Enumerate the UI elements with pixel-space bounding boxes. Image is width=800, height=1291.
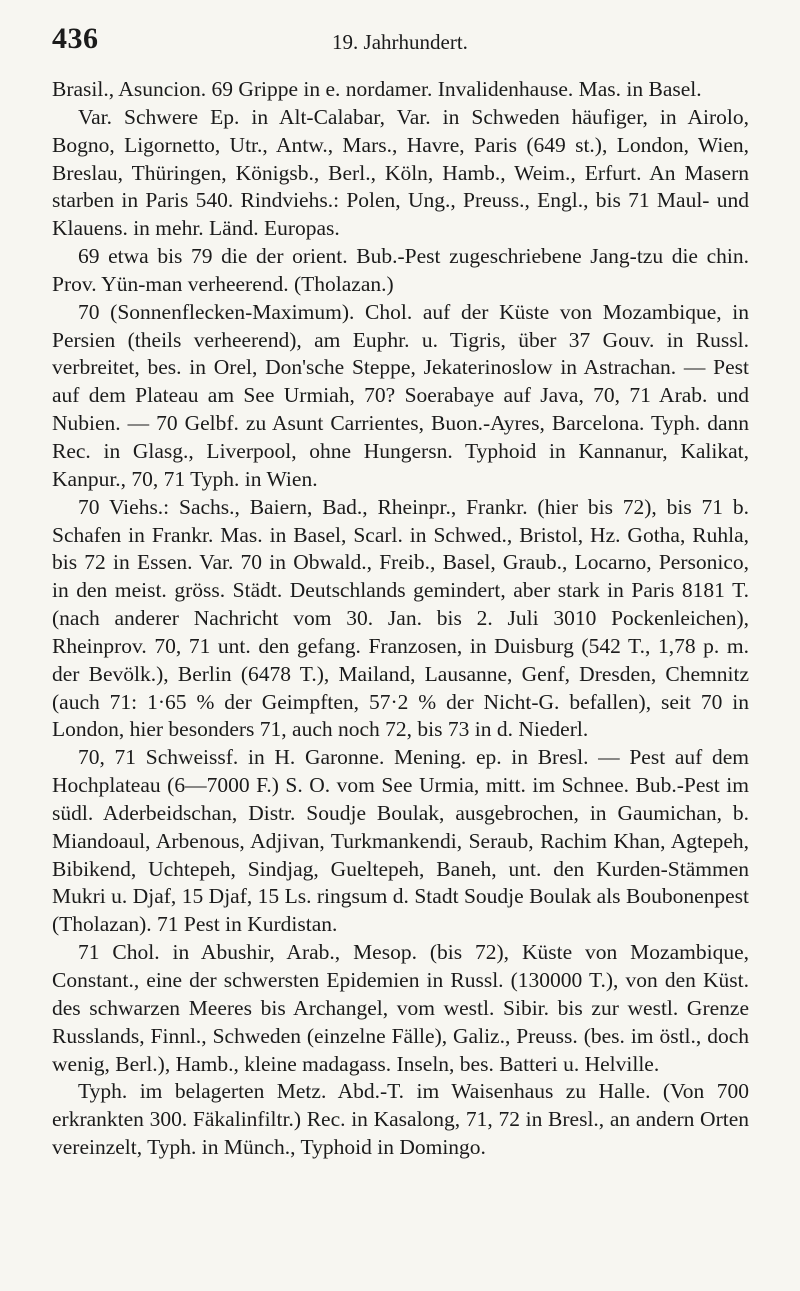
running-title: 19. Jahrhundert. [332, 30, 468, 54]
body-text [52, 76, 749, 1162]
paragraph: 71 Chol. in Abushir, Arab., Mesop. (bis 72), Küste von Mozambique, Constant., eine der schwersten Epidemien in Russl. (130000 T.), von den Küst. des schwarzen Meeres bis Archangel, vom westl. Sibir. bis zur westl. Grenze Russlands, Finnl., Schweden (einzelne Fälle), Galiz., Preuss. (bes. im östl., doch wenig, Berl.), Hamb., kleine madagass. Inseln, bes. Batteri u. Helville. [52, 940, 749, 1076]
paragraph: Var. Schwere Ep. in Alt-Calabar, Var. in Schweden häufiger, in Airolo, Bogno, Ligornetto, Utr., Antw., Mars., Havre, Paris (649 st.), London, Wien, Breslau, Thüringen, Königsb., Berl., Köln, Hamb., Weim., Erfurt. An Masern starben in Paris 540. Rindviehs.: Polen, Ung., Preuss., Engl., bis 71 Maul- und Klauens. in mehr. Länd. Europas. [52, 104, 749, 241]
page-number: 436 [52, 22, 99, 55]
paragraph: Typh. im belagerten Metz. Abd.-T. im Waisenhaus zu Halle. (Von 700 erkrankten 300. Fäkalinfiltr.) Rec. in Kasalong, 71, 72 in Bresl., an andern Orten vereinzelt, Typh. in Münch., Typhoid in Domingo. [52, 1079, 749, 1160]
paragraph: 70 Viehs.: Sachs., Baiern, Bad., Rheinpr., Frankr. (hier bis 72), bis 71 b. Schafen in Frankr. Mas. in Basel, Scarl. in Schwed., Bristol, Hz. Gotha, Ruhla, bis 72 in Essen. Var. 70 in Obwald., Freib., Basel, Graub., Locarno, Personico, in den meist. gröss. Städt. Deutschlands gemindert, aber stark in Paris 8181 T. (nach anderer Nachricht vom 30. Jan. bis 2. Juli 3010 Pockenleichen), Rheinprov. 70, 71 unt. den gefang. Franzosen, in Duisburg (542 T., 1,78 p. m. der Bevölk.), Berlin (6478 T.), Mailand, Lausanne, Genf, Dresden, Chemnitz (auch 71: 1·65 % der Geimpften, 57·2 % der Nicht-G. befallen), seit 70 in London, hier besonders 71, auch noch 72, bis 73 in d. Niederl. [52, 494, 749, 742]
paragraph: 70, 71 Schweissf. in H. Garonne. Mening. ep. in Bresl. — Pest auf dem Hochplateau (6—7000 F.) S. O. vom See Urmia, mitt. im Schnee. Bub.-Pest im südl. Aderbeidschan, Distr. Soudje Boulak, ausgebrochen, in Gaumichan, b. Miandoaul, Arbenous, Adjivan, Turkmankendi, Seraub, Rachim Khan, Agtepeh, Bibikend, Uchtepeh, Sindjag, Gueltepeh, Baneh, unt. den Kurden-Stämmen Mukri u. Djaf, 15 Djaf, 15 Ls. ringsum d. Stadt Soudje Boulak als Boubonenpest (Tholazan). 71 Pest in Kurdistan. [52, 745, 749, 937]
paragraph: 70 (Sonnenflecken-Maximum). Chol. auf der Küste von Mozambique, in Persien (theils verheerend), am Euphr. u. Tigris, über 37 Gouv. in Russl. verbreitet, bes. in Orel, Don'sche Steppe, Jekaterinoslow in Astrachan. — Pest auf dem Plateau am See Urmiah, 70? Soerabaye auf Java, 70, 71 Arab. und Nubien. — 70 Gelbf. zu Asunt Carrientes, Buon.-Ayres, Barcelona. Typh. dann Rec. in Glasg., Liverpool, ohne Hungersn. Typhoid in Kannanur, Kalikat, Kanpur., 70, 71 Typh. in Wien. [52, 299, 749, 491]
page-header [52, 22, 748, 62]
paragraph: Brasil., Asuncion. 69 Grippe in e. nordamer. Invalidenhause. Mas. in Basel. [52, 77, 702, 101]
paragraph: 69 etwa bis 79 die der orient. Bub.-Pest zugeschriebene Jang-tzu die chin. Prov. Yün-man verheerend. (Tholazan.) [52, 244, 749, 296]
